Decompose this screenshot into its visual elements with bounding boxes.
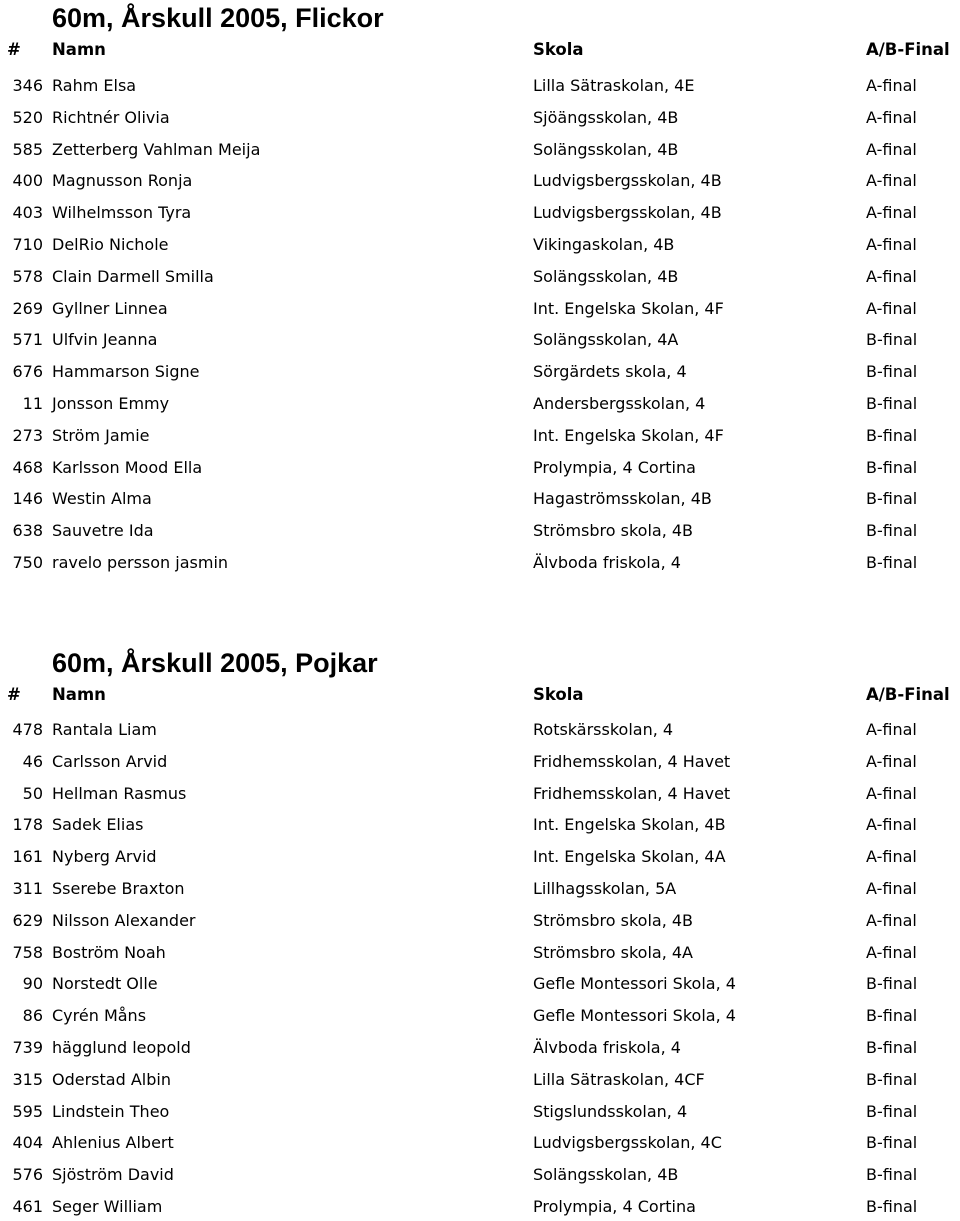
- school-name: Vikingaskolan, 4B: [533, 235, 675, 254]
- bib-number: 595: [12, 1101, 43, 1121]
- athlete-name: Cyrén Måns: [52, 1006, 147, 1026]
- school-name: Rotskärsskolan, 4: [533, 720, 674, 739]
- table-row: [0, 487, 960, 511]
- bib-number: 273: [12, 425, 43, 445]
- bib-number: 346: [12, 76, 43, 95]
- header-number: #: [7, 40, 21, 59]
- athlete-name: Wilhelmsson Tyra: [52, 203, 192, 223]
- bib-number: 710: [12, 235, 43, 254]
- section-title: 60m, Årskull 2005, Flickor: [52, 3, 384, 33]
- school-name: Lilla Sätraskolan, 4E: [533, 76, 695, 95]
- bib-number: 576: [12, 1165, 43, 1185]
- final-group: B-final: [866, 974, 918, 994]
- final-group: A-final: [866, 720, 917, 739]
- final-group: A-final: [866, 879, 917, 898]
- bib-number: 50: [22, 783, 43, 803]
- table-row: [0, 1004, 960, 1028]
- athlete-name: Sadek Elias: [52, 815, 144, 835]
- final-group: B-final: [866, 553, 918, 572]
- table-row: [0, 1036, 960, 1060]
- header-name: Namn: [52, 685, 106, 704]
- table-row: [0, 169, 960, 193]
- school-name: Stigslundsskolan, 4: [533, 1101, 688, 1121]
- athlete-name: Lindstein Theo: [52, 1101, 170, 1121]
- final-group: B-final: [866, 394, 918, 413]
- final-group: A-final: [866, 107, 917, 127]
- bib-number: 178: [12, 815, 43, 835]
- table-row: [0, 328, 960, 352]
- athlete-name: Boström Noah: [52, 942, 166, 962]
- table-row: [0, 456, 960, 480]
- athlete-name: Sserebe Braxton: [52, 879, 185, 898]
- school-name: Andersbergsskolan, 4: [533, 394, 706, 413]
- athlete-name: Richtnér Olivia: [52, 107, 170, 127]
- table-row: [0, 909, 960, 933]
- final-group: B-final: [866, 425, 918, 445]
- school-name: Prolympia, 4 Cortina: [533, 1197, 696, 1216]
- bib-number: 739: [12, 1038, 43, 1057]
- final-group: A-final: [866, 815, 917, 835]
- athlete-name: hägglund leopold: [52, 1038, 191, 1057]
- final-group: A-final: [866, 910, 917, 930]
- athlete-name: DelRio Nichole: [52, 235, 169, 254]
- bib-number: 86: [22, 1006, 43, 1026]
- school-name: Int. Engelska Skolan, 4B: [533, 815, 726, 835]
- school-name: Hagaströmsskolan, 4B: [533, 489, 712, 509]
- school-name: Fridhemsskolan, 4 Havet: [533, 783, 731, 803]
- bib-number: 403: [12, 203, 43, 223]
- school-name: Ludvigsbergsskolan, 4C: [533, 1133, 722, 1153]
- header-school: Skola: [533, 685, 584, 704]
- table-row: [0, 877, 960, 901]
- bib-number: 758: [12, 942, 43, 962]
- athlete-name: Ahlenius Albert: [52, 1133, 174, 1153]
- school-name: Int. Engelska Skolan, 4A: [533, 847, 726, 867]
- header-final: A/B-Final: [866, 40, 950, 59]
- header-school: Skola: [533, 40, 584, 59]
- table-row: [0, 360, 960, 384]
- final-group: B-final: [866, 1006, 918, 1026]
- bib-number: 269: [12, 298, 43, 318]
- table-row: [0, 551, 960, 575]
- school-name: Solängsskolan, 4B: [533, 1165, 679, 1185]
- athlete-name: Ström Jamie: [52, 425, 150, 445]
- header-number: #: [7, 685, 21, 704]
- school-name: Lillhagsskolan, 5A: [533, 879, 677, 898]
- school-name: Strömsbro skola, 4B: [533, 910, 694, 930]
- table-row: [0, 201, 960, 225]
- school-name: Gefle Montessori Skola, 4: [533, 974, 736, 994]
- table-row: [0, 297, 960, 321]
- athlete-name: Karlsson Mood Ella: [52, 457, 203, 477]
- table-row: [0, 718, 960, 742]
- school-name: Int. Engelska Skolan, 4F: [533, 298, 724, 318]
- final-group: B-final: [866, 1133, 918, 1153]
- final-group: B-final: [866, 362, 918, 382]
- school-name: Prolympia, 4 Cortina: [533, 457, 696, 477]
- table-row: [0, 972, 960, 996]
- school-name: Strömsbro skola, 4B: [533, 521, 694, 541]
- athlete-name: Rantala Liam: [52, 720, 157, 739]
- final-group: B-final: [866, 1101, 918, 1121]
- athlete-name: Hammarson Signe: [52, 362, 200, 382]
- athlete-name: Magnusson Ronja: [52, 171, 193, 191]
- athlete-name: Oderstad Albin: [52, 1069, 171, 1089]
- school-name: Ludvigsbergsskolan, 4B: [533, 203, 722, 223]
- table-row: [0, 1068, 960, 1092]
- table-row: [0, 1163, 960, 1187]
- athlete-name: Rahm Elsa: [52, 76, 137, 95]
- bib-number: 400: [12, 171, 43, 191]
- table-row: [0, 138, 960, 162]
- table-row: [0, 106, 960, 130]
- athlete-name: Norstedt Olle: [52, 974, 158, 994]
- school-name: Sörgärdets skola, 4: [533, 362, 687, 382]
- school-name: Solängsskolan, 4A: [533, 330, 679, 350]
- bib-number: 468: [12, 457, 43, 477]
- final-group: B-final: [866, 1165, 918, 1185]
- final-group: B-final: [866, 489, 918, 509]
- bib-number: 478: [12, 720, 43, 739]
- table-row: [0, 1195, 960, 1219]
- final-group: A-final: [866, 847, 917, 867]
- school-name: Lilla Sätraskolan, 4CF: [533, 1069, 705, 1089]
- athlete-name: Seger William: [52, 1197, 163, 1216]
- bib-number: 578: [12, 266, 43, 286]
- final-group: B-final: [866, 1038, 918, 1057]
- bib-number: 585: [12, 139, 43, 159]
- school-name: Sjöängsskolan, 4B: [533, 107, 679, 127]
- school-name: Solängsskolan, 4B: [533, 266, 679, 286]
- final-group: A-final: [866, 171, 917, 191]
- athlete-name: Westin Alma: [52, 489, 152, 509]
- table-row: [0, 750, 960, 774]
- bib-number: 146: [12, 489, 43, 509]
- school-name: Ludvigsbergsskolan, 4B: [533, 171, 722, 191]
- bib-number: 311: [12, 879, 43, 898]
- athlete-name: Hellman Rasmus: [52, 783, 187, 803]
- bib-number: 520: [12, 107, 43, 127]
- athlete-name: Jonsson Emmy: [52, 394, 170, 413]
- athlete-name: Sjöström David: [52, 1165, 174, 1185]
- athlete-name: Sauvetre Ida: [52, 521, 154, 541]
- table-row: [0, 782, 960, 806]
- school-name: Gefle Montessori Skola, 4: [533, 1006, 736, 1026]
- final-group: B-final: [866, 330, 918, 350]
- bib-number: 161: [12, 847, 43, 867]
- school-name: Fridhemsskolan, 4 Havet: [533, 751, 731, 771]
- school-name: Strömsbro skola, 4A: [533, 942, 693, 962]
- bib-number: 750: [12, 553, 43, 572]
- final-group: B-final: [866, 521, 918, 541]
- school-name: Älvboda friskola, 4: [533, 1038, 681, 1057]
- section-title: 60m, Årskull 2005, Pojkar: [52, 648, 378, 678]
- table-row: [0, 265, 960, 289]
- school-name: Solängsskolan, 4B: [533, 139, 679, 159]
- bib-number: 315: [12, 1069, 43, 1089]
- header-final: A/B-Final: [866, 685, 950, 704]
- bib-number: 638: [12, 521, 43, 541]
- bib-number: 11: [22, 394, 43, 413]
- bib-number: 404: [12, 1133, 43, 1153]
- athlete-name: Carlsson Arvid: [52, 751, 168, 771]
- table-row: [0, 233, 960, 257]
- table-row: [0, 1100, 960, 1124]
- final-group: A-final: [866, 235, 917, 254]
- final-group: A-final: [866, 203, 917, 223]
- bib-number: 629: [12, 910, 43, 930]
- athlete-name: Zetterberg Vahlman Meija: [52, 139, 261, 159]
- final-group: B-final: [866, 457, 918, 477]
- final-group: A-final: [866, 751, 917, 771]
- final-group: A-final: [866, 783, 917, 803]
- bib-number: 676: [12, 362, 43, 382]
- school-name: Int. Engelska Skolan, 4F: [533, 425, 724, 445]
- table-row: [0, 74, 960, 98]
- athlete-name: Gyllner Linnea: [52, 298, 168, 318]
- final-group: A-final: [866, 139, 917, 159]
- table-row: [0, 813, 960, 837]
- table-row: [0, 1131, 960, 1155]
- table-row: [0, 845, 960, 869]
- athlete-name: Nyberg Arvid: [52, 847, 157, 867]
- school-name: Älvboda friskola, 4: [533, 553, 681, 572]
- final-group: A-final: [866, 76, 917, 95]
- athlete-name: Clain Darmell Smilla: [52, 266, 214, 286]
- athlete-name: Nilsson Alexander: [52, 910, 196, 930]
- final-group: B-final: [866, 1197, 918, 1216]
- athlete-name: Ulfvin Jeanna: [52, 330, 158, 350]
- final-group: A-final: [866, 942, 917, 962]
- bib-number: 46: [22, 751, 43, 771]
- header-name: Namn: [52, 40, 106, 59]
- bib-number: 571: [12, 330, 43, 350]
- table-row: [0, 941, 960, 965]
- table-row: [0, 392, 960, 416]
- final-group: A-final: [866, 298, 917, 318]
- table-row: [0, 519, 960, 543]
- bib-number: 461: [12, 1197, 43, 1216]
- final-group: B-final: [866, 1069, 918, 1089]
- athlete-name: ravelo persson jasmin: [52, 553, 229, 572]
- table-row: [0, 424, 960, 448]
- bib-number: 90: [22, 974, 43, 994]
- final-group: A-final: [866, 266, 917, 286]
